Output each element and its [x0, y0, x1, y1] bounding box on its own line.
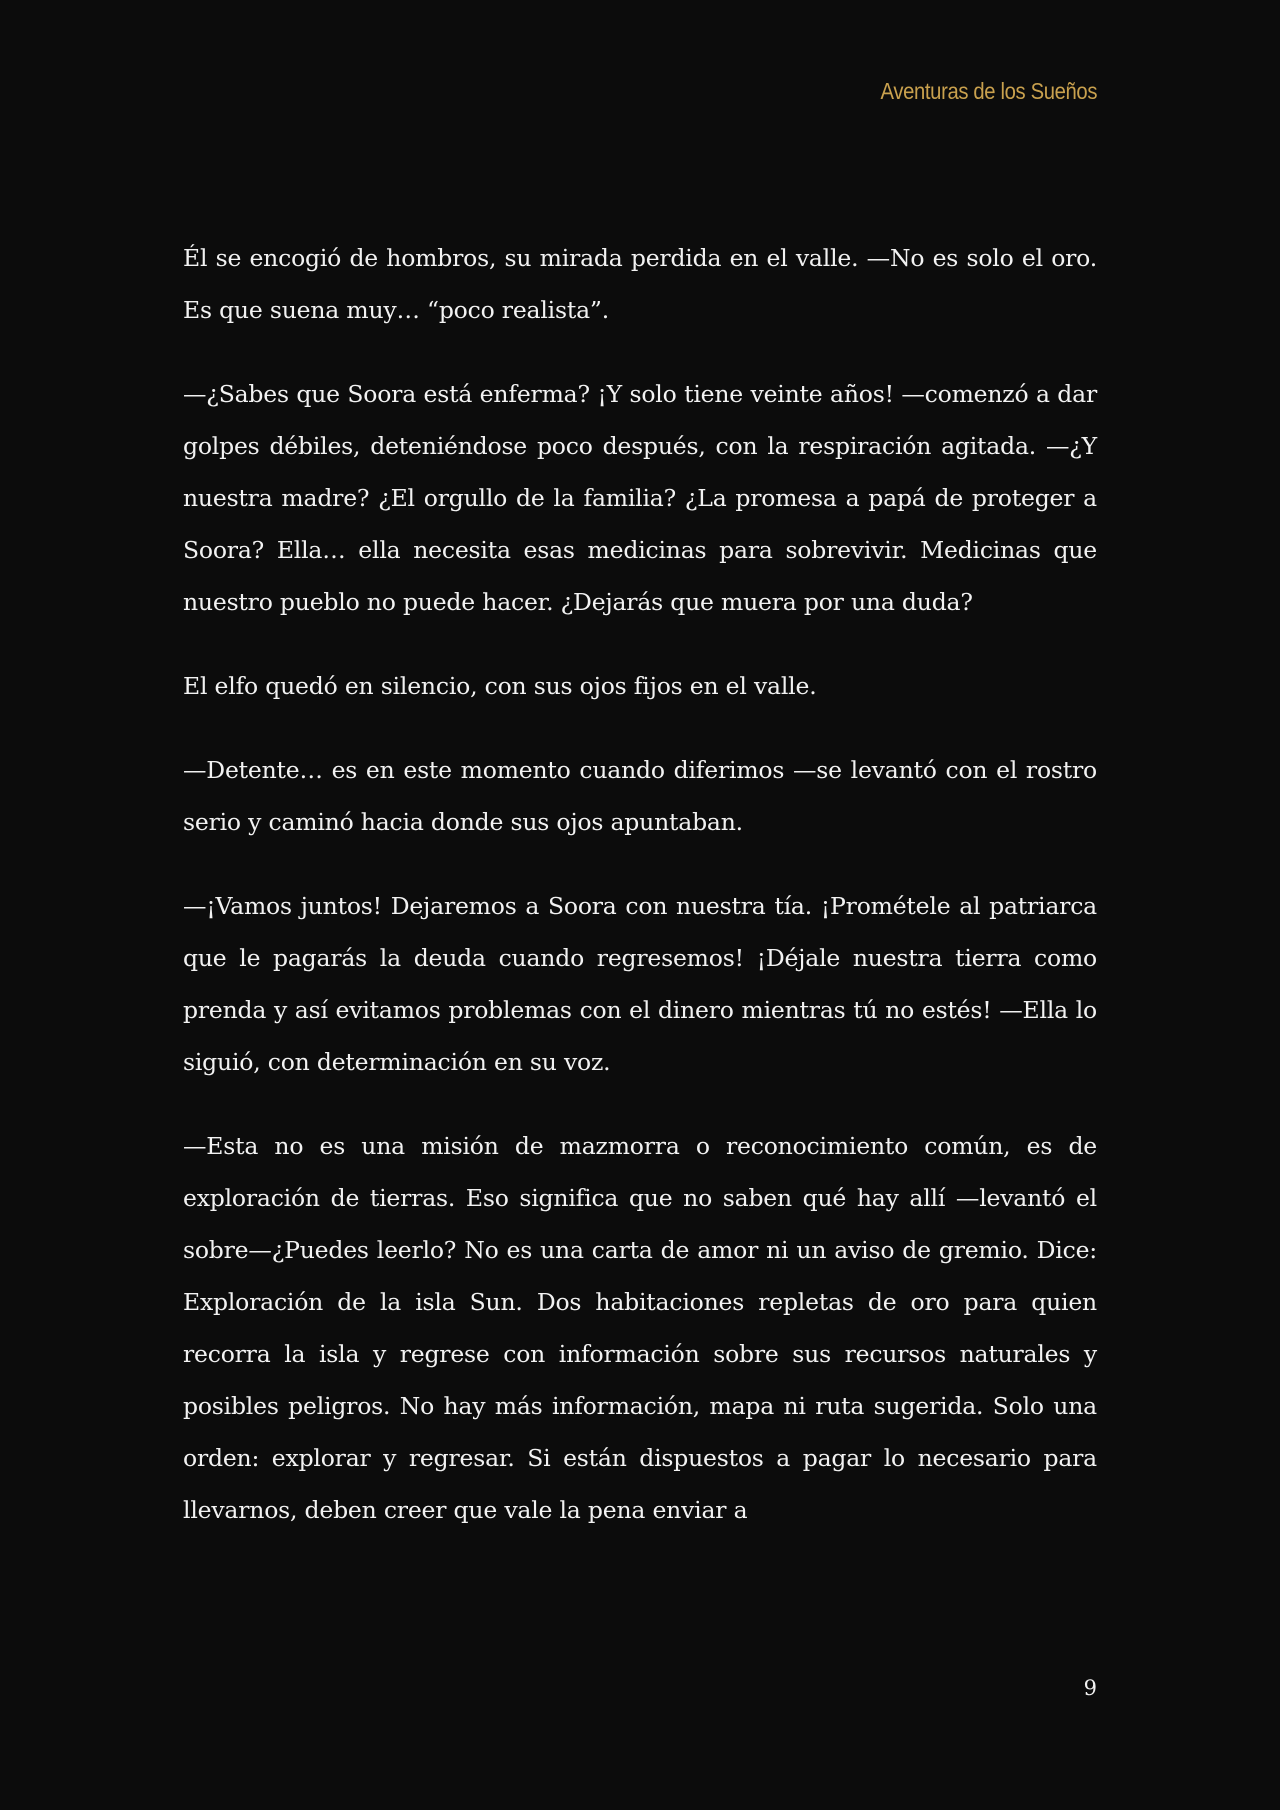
paragraph: —¿Sabes que Soora está enferma? ¡Y solo tiene veinte años! —comenzó a dar golpes débiles, deteniéndose poco después, con la respiración agitada. —¿Y nuestra madre? ¿El orgullo de la familia? ¿La promesa a papá de proteger a Soora? Ella… ella necesita esas medicinas para sobrevivir. Medicinas que nuestro pueblo no puede hacer. ¿Dejarás que muera por una duda?: [183, 380, 1097, 616]
paragraph: El elfo quedó en silencio, con sus ojos fijos en el valle.: [183, 672, 817, 700]
paragraph: —¡Vamos juntos! Dejaremos a Soora con nuestra tía. ¡Prométele al patriarca que le pagarás la deuda cuando regresemos! ¡Déjale nuestra tierra como prenda y así evitamos problemas con el dinero mientras tú no estés! —Ella lo siguió, con determinación en su voz.: [183, 892, 1097, 1076]
paragraph: Él se encogió de hombros, su mirada perdida en el valle. —No es solo el oro. Es que suena muy… “poco realista”.: [183, 244, 1097, 324]
page-number: 9: [1083, 1676, 1097, 1700]
paragraph: —Esta no es una misión de mazmorra o reconocimiento común, es de exploración de tierras. Eso significa que no saben qué hay allí —levantó el sobre—¿Puedes leerlo? No es una carta de amor ni un aviso de gremio. Dice: Exploración de la isla Sun. Dos habitaciones repletas de oro para quien recorra la isla y regrese con información sobre sus recursos naturales y posibles peligros. No hay más información, mapa ni ruta sugerida. Solo una orden: explorar y regresar. Si están dispuestos a pagar lo necesario para llevarnos, deben creer que vale la pena enviar a: [183, 1132, 1097, 1524]
running-header-book-title: Aventuras de los Sueños: [880, 78, 1097, 104]
paragraph: —Detente… es en este momento cuando diferimos —se levantó con el rostro serio y caminó hacia donde sus ojos apuntaban.: [183, 756, 1097, 836]
page-body: [183, 232, 1097, 1568]
